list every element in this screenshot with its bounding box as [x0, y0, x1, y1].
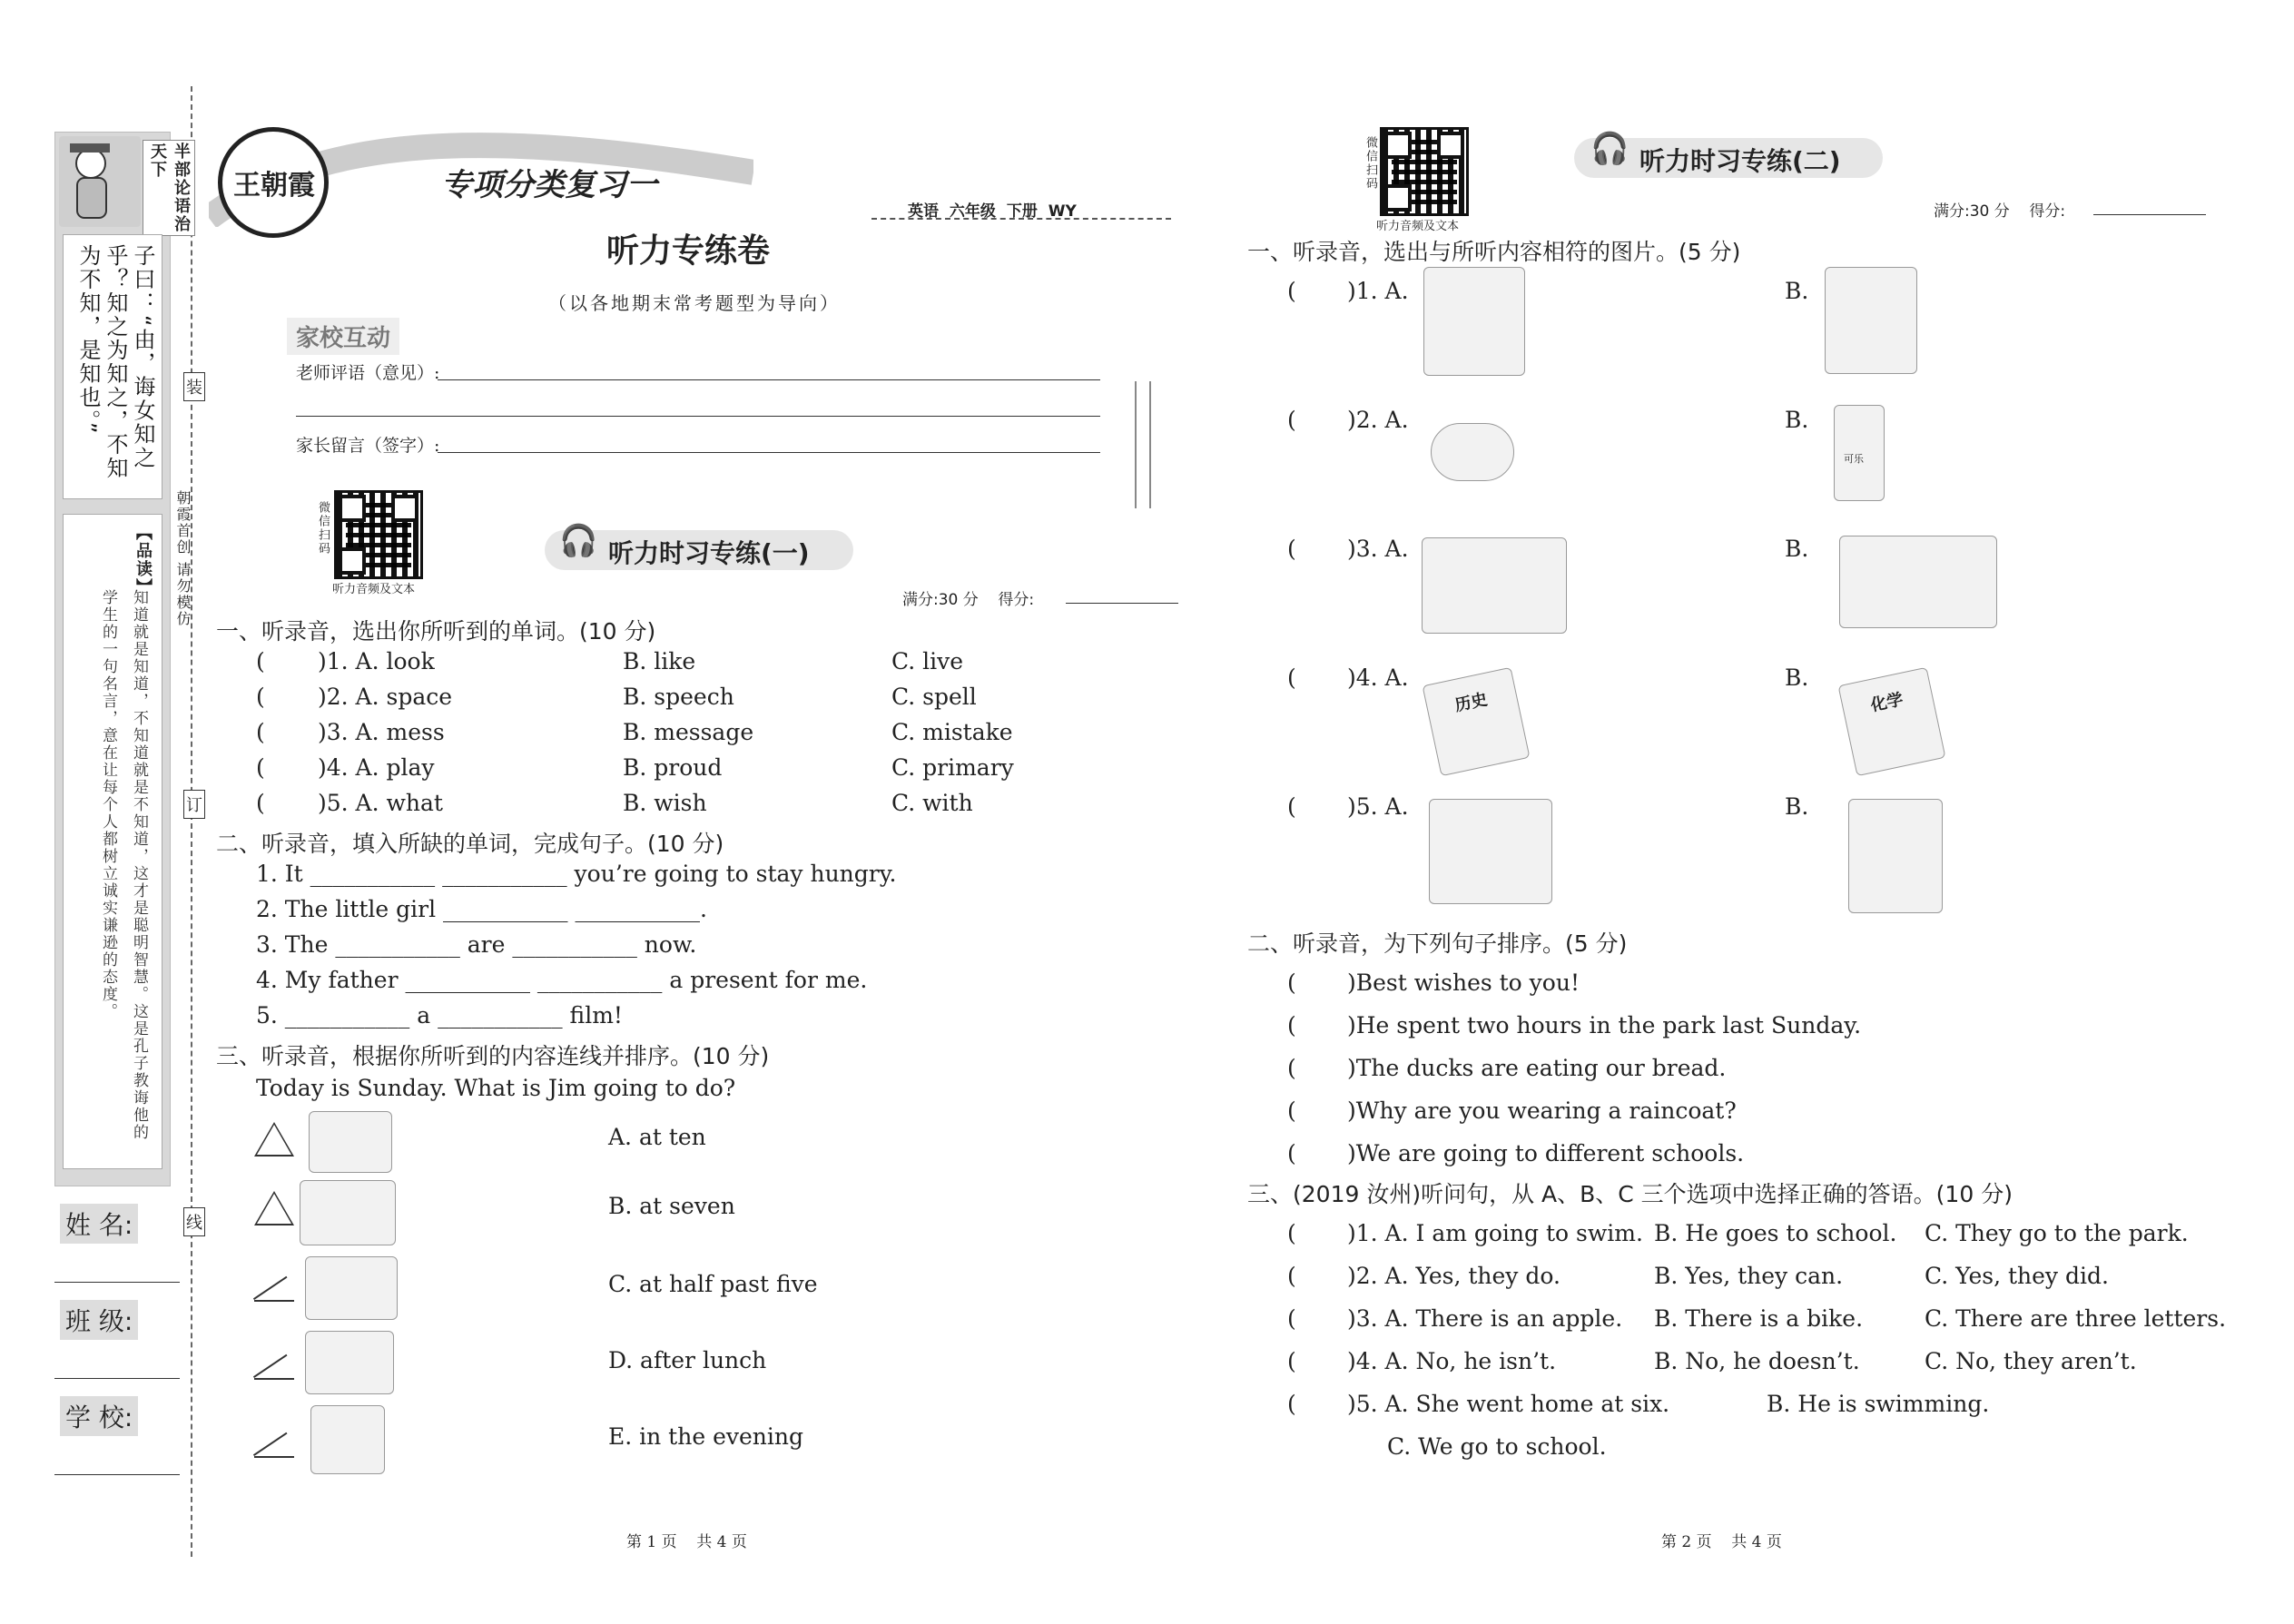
r-s3-r2-b: B. Yes, they can. — [1654, 1263, 1844, 1289]
r-qr-code[interactable] — [1380, 127, 1469, 216]
jim-window-picture — [310, 1405, 385, 1474]
l-s1-r5-a: )5. A. what — [318, 790, 443, 816]
headphones-icon: 🎧 — [559, 523, 598, 559]
main-subtitle: （以各地期末常考题型为导向） — [548, 292, 841, 314]
cut-mark-1: 装 — [183, 372, 205, 401]
left-page-footer: 第 1 页 共 4 页 — [626, 1533, 747, 1551]
r-score-label: 满分:30 分 得分: — [1934, 202, 2066, 221]
jim-computer-picture — [305, 1331, 394, 1394]
jim-family-picture — [300, 1180, 396, 1245]
school-label: 学 校: — [60, 1396, 138, 1436]
l-s2-r2[interactable]: 2. The little girl ___________ ___________. — [256, 896, 707, 922]
paren[interactable]: ( — [256, 719, 265, 745]
reading-label: 【品读】 — [133, 524, 153, 596]
reading-text: 知道就是知道，不知道就是不知道，这才是聪明智慧。这是孔子教诲他的学生的一句名言，意在让每个人都树立诚实谦逊的态度。 — [99, 589, 148, 1141]
answer-slot[interactable] — [254, 1273, 294, 1302]
r-s1-r2-a: )2. A. — [1347, 407, 1409, 433]
l-s3-opt-c[interactable]: C. at half past five — [608, 1271, 818, 1297]
l-sec3-title: 三、听录音，根据你所听到的内容连线并排序。(10 分) — [216, 1043, 770, 1069]
l-s3-opt-b[interactable]: B. at seven — [608, 1193, 735, 1219]
l-s1-r1-c: C. live — [891, 648, 964, 674]
interaction-heading: 家校互动 — [287, 318, 399, 355]
r-s1-r4-a: )4. A. — [1347, 664, 1409, 691]
cut-line — [191, 86, 192, 1557]
cut-mark-2: 订 — [183, 790, 205, 819]
l-s3-opt-a[interactable]: A. at ten — [608, 1124, 706, 1150]
l-s2-r1[interactable]: 1. It ___________ ___________ you’re going to stay hungry. — [256, 861, 897, 887]
cut-mark-3: 线 — [183, 1207, 205, 1236]
paren[interactable]: ( — [1287, 407, 1296, 433]
r-s2-r1: )Best wishes to you! — [1347, 969, 1580, 996]
qr-code[interactable] — [334, 490, 423, 579]
l-s2-r3[interactable]: 3. The ___________ are ___________ now. — [256, 931, 697, 958]
l-sec2-title: 二、听录音，填入所缺的单词，完成句子。(10 分) — [216, 831, 724, 857]
l-s1-r3-b: B. message — [623, 719, 754, 745]
l-s3-opt-d[interactable]: D. after lunch — [608, 1347, 767, 1373]
l-s1-r3-c: C. mistake — [891, 719, 1013, 745]
triangle-mark — [254, 1122, 294, 1156]
l-s2-r5[interactable]: 5. ___________ a ___________ film! — [256, 1002, 623, 1029]
r-s3-r3-b: B. There is a bike. — [1654, 1305, 1864, 1332]
family-dinner-picture[interactable] — [1839, 536, 1997, 628]
r-s3-r2-c: C. Yes, they did. — [1925, 1263, 2109, 1289]
paren[interactable]: ( — [1287, 1305, 1296, 1332]
l-sec3-prompt: Today is Sunday. What is Jim going to do? — [256, 1075, 736, 1101]
r-s3-r5-a: )5. A. She went home at six. — [1347, 1391, 1670, 1417]
r-s3-r4-c: C. No, they aren’t. — [1925, 1348, 2137, 1374]
jim-hiking-picture — [305, 1256, 398, 1320]
answer-slot[interactable] — [254, 1351, 294, 1380]
history-book-picture[interactable] — [1422, 667, 1530, 777]
book-meta: 英语 六年级 下册 WY — [908, 202, 1077, 221]
paren[interactable]: ( — [256, 684, 265, 710]
r-s1-r5-a: )5. A. — [1347, 793, 1409, 820]
r-s1-r2-b: B. — [1785, 407, 1809, 433]
score-label: 满分:30 分 得分: — [902, 591, 1035, 609]
score-field[interactable] — [1066, 603, 1178, 604]
paren[interactable]: ( — [1287, 793, 1296, 820]
name-label: 姓 名: — [60, 1204, 138, 1244]
r-score-field[interactable] — [2093, 214, 2206, 215]
girl-writing-picture[interactable] — [1429, 799, 1552, 904]
r-test-title: 听力时习专练(二) — [1639, 146, 1841, 176]
l-s1-r2-b: B. speech — [623, 684, 734, 710]
chemistry-book-picture[interactable] — [1837, 667, 1945, 777]
paren[interactable]: ( — [1287, 278, 1296, 304]
paren[interactable]: ( — [1287, 536, 1296, 562]
r-s2-r5: )We are going to different schools. — [1347, 1140, 1745, 1166]
history-label: 历史 — [1452, 690, 1490, 716]
r-s3-r5-c: C. We go to school. — [1387, 1433, 1607, 1460]
test-title: 听力时习专练(一) — [608, 538, 810, 568]
jim-running-picture — [309, 1111, 392, 1173]
r-sec1-title: 一、听录音，选出与所听内容相符的图片。(5 分) — [1247, 239, 1741, 265]
r-qr-side-label: 微信扫码 — [1364, 136, 1377, 191]
r-s2-r4: )Why are you wearing a raincoat? — [1347, 1097, 1737, 1124]
interaction-bracket — [1135, 381, 1151, 508]
hamburger-picture[interactable] — [1431, 423, 1514, 481]
cola-label: 可乐 — [1844, 453, 1864, 465]
paren[interactable]: ( — [1287, 969, 1296, 996]
r-s3-r1-a: )1. A. I am going to swim. — [1347, 1220, 1643, 1246]
confucius-quote: 子曰：“由，诲女知之乎？知之为知之，不知为不知，是知也。” — [75, 244, 155, 480]
l-s1-r2-c: C. spell — [891, 684, 977, 710]
paren[interactable]: ( — [1287, 1220, 1296, 1246]
qr-caption: 听力音频及文本 — [332, 583, 416, 596]
meta-divider — [871, 218, 1171, 220]
l-s1-r1-b: B. like — [623, 648, 696, 674]
r-s3-r4-a: )4. A. No, he isn’t. — [1347, 1348, 1557, 1374]
l-s1-r4-b: B. proud — [623, 754, 723, 781]
qr-side-label: 微信扫码 — [316, 501, 330, 556]
chemistry-label: 化学 — [1868, 690, 1905, 716]
paren[interactable]: ( — [1287, 1012, 1296, 1038]
brand-logo — [218, 127, 329, 238]
paren[interactable]: ( — [1287, 664, 1296, 691]
teacher-comment-label: 老师评语（意见）: — [296, 363, 440, 383]
r-s3-r3-c: C. There are three letters. — [1925, 1305, 2227, 1332]
answer-slot[interactable] — [254, 1429, 294, 1458]
cola-cup-picture[interactable] — [1834, 405, 1885, 501]
right-page-footer: 第 2 页 共 4 页 — [1661, 1533, 1782, 1551]
parent-comment-field[interactable] — [438, 452, 1100, 453]
l-s1-r5-b: B. wish — [623, 790, 707, 816]
r-s1-r1-b: B. — [1785, 278, 1809, 304]
paren[interactable]: ( — [256, 790, 265, 816]
boy-reading-picture[interactable] — [1848, 799, 1943, 913]
paren[interactable]: ( — [256, 648, 265, 674]
r-s3-r2-a: )2. A. Yes, they do. — [1347, 1263, 1561, 1289]
r-s3-r3-a: )3. A. There is an apple. — [1347, 1305, 1623, 1332]
r-s1-r5-b: B. — [1785, 793, 1809, 820]
l-s3-opt-e[interactable]: E. in the evening — [608, 1423, 803, 1450]
l-s1-r1-a: )1. A. look — [318, 648, 435, 674]
paren[interactable]: ( — [1287, 1348, 1296, 1374]
class-field[interactable] — [54, 1378, 180, 1379]
l-s1-r4-a: )4. A. play — [318, 754, 435, 781]
r-s2-r3: )The ducks are eating our bread. — [1347, 1055, 1727, 1081]
r-s2-r2: )He spent two hours in the park last Sunday. — [1347, 1012, 1862, 1038]
basketball-hoop-picture[interactable] — [1825, 267, 1917, 374]
l-s1-r2-a: )2. A. space — [318, 684, 453, 710]
picnic-picture[interactable] — [1422, 537, 1567, 634]
badge-text: 半部论语治天下 — [143, 140, 195, 236]
r-s3-r1-c: C. They go to the park. — [1925, 1220, 2189, 1246]
r-sec3-title: 三、(2019 汝州)听问句，从 A、B、C 三个选项中选择正确的答语。(10 分) — [1247, 1181, 2013, 1207]
teacher-comment-field[interactable] — [438, 379, 1100, 380]
paren[interactable]: ( — [1287, 1055, 1296, 1081]
main-title: 听力专练卷 — [606, 232, 771, 270]
class-label: 班 级: — [60, 1300, 138, 1340]
confucius-illustration — [59, 136, 141, 227]
r-s3-r5-b: B. He is swimming. — [1767, 1391, 1990, 1417]
triangle-mark — [254, 1191, 294, 1225]
l-sec1-title: 一、听录音，选出你所听到的单词。(10 分) — [216, 618, 656, 645]
paren[interactable]: ( — [1287, 1097, 1296, 1124]
school-field[interactable] — [54, 1474, 180, 1475]
r-s1-r3-a: )3. A. — [1347, 536, 1409, 562]
paren[interactable]: ( — [1287, 1391, 1296, 1417]
r-sec2-title: 二、听录音，为下列句子排序。(5 分) — [1247, 930, 1628, 957]
baseball-player-picture[interactable] — [1423, 267, 1525, 376]
paren[interactable]: ( — [256, 754, 265, 781]
r-headphones-icon: 🎧 — [1590, 131, 1629, 167]
r-s3-r1-b: B. He goes to school. — [1654, 1220, 1897, 1246]
teacher-comment-line-2[interactable] — [296, 416, 1100, 417]
r-s1-r1-a: )1. A. — [1347, 278, 1409, 304]
l-s2-r4[interactable]: 4. My father ___________ ___________ a present for me. — [256, 967, 868, 993]
r-s3-r4-b: B. No, he doesn’t. — [1654, 1348, 1860, 1374]
parent-comment-label: 家长留言（签字）: — [296, 436, 440, 456]
r-s1-r4-b: B. — [1785, 664, 1809, 691]
brand-logo-text: 王朝霞 — [233, 170, 315, 202]
copyright-vertical: 朝霞首创 请勿模仿 — [174, 490, 192, 628]
l-s1-r3-a: )3. A. mess — [318, 719, 445, 745]
r-qr-caption: 听力音频及文本 — [1376, 220, 1460, 233]
paren[interactable]: ( — [1287, 1140, 1296, 1166]
r-s1-r3-b: B. — [1785, 536, 1809, 562]
paren[interactable]: ( — [1287, 1263, 1296, 1289]
l-s1-r4-c: C. primary — [891, 754, 1014, 781]
series-title: 专项分类复习一 — [441, 167, 657, 203]
l-s1-r5-c: C. with — [891, 790, 973, 816]
name-field[interactable] — [54, 1282, 180, 1283]
